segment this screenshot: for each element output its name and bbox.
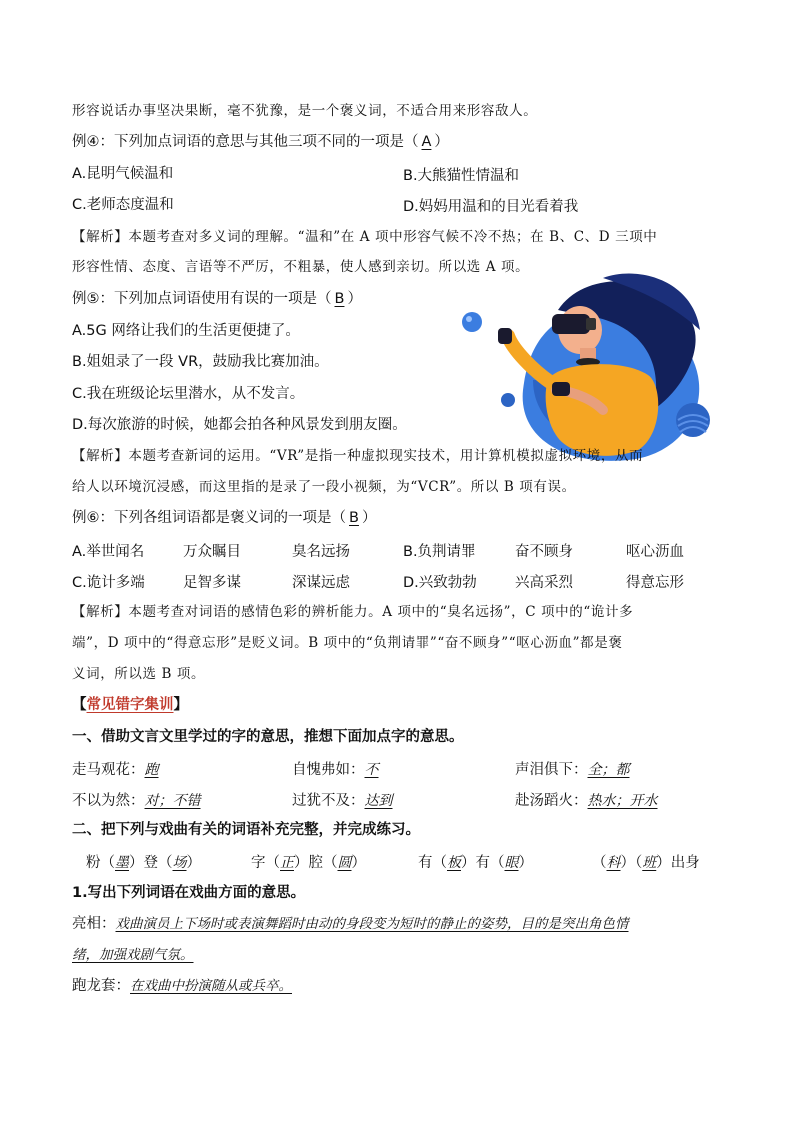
- question-text: 例④：下列加点词语的意思与其他三项不同的一项是（: [72, 134, 419, 150]
- word-option: 足智多谋: [183, 575, 241, 591]
- idiom-fill: [251, 851, 366, 872]
- option-d: D.每次旅游的时候，她都会拍各种风景发到朋友圈。: [72, 417, 407, 433]
- sub-question-text: 1.写出下列词语在戏曲方面的意思。: [72, 885, 306, 901]
- handwritten-answer: 达到: [364, 793, 393, 809]
- fill-item: [515, 758, 630, 779]
- word-option: C.诡计多端: [72, 575, 145, 591]
- question-close: ）: [347, 291, 362, 307]
- handwritten-answer: 圆: [337, 855, 352, 871]
- analysis-line: 【解析】本题考查对多义词的理解。“温和”在 A 项中形容气候不冷不热；在 B、C、D 三项中: [72, 229, 658, 245]
- idiom-fill: [86, 851, 201, 872]
- handwritten-answer: 墨: [115, 855, 129, 871]
- handwritten-answer: 对；不错: [144, 793, 201, 809]
- fill-item: [292, 758, 379, 779]
- handwritten-answer: 科: [606, 855, 621, 871]
- term-label: 跑龙套：: [72, 978, 130, 994]
- handwritten-answer: 全；都: [587, 762, 630, 778]
- option-c: C.老师态度温和: [72, 197, 174, 213]
- word-option: D.兴致勃勃: [403, 575, 477, 591]
- analysis-line: 端”，D 项中的“得意忘形”是贬义词。B 项中的“负荆请罪”“奋不顾身”“呕心沥血”都是褒: [72, 635, 623, 651]
- word: 走马观花：: [72, 762, 145, 778]
- handwritten-answer: 戏曲演员上下场时或表演舞蹈时由动的身段变为短时的静止的姿势，目的是突出角色情: [115, 916, 629, 932]
- word-option: A.举世闻名: [72, 544, 145, 560]
- example-6-question: [72, 508, 376, 528]
- option-a: A.昆明气候温和: [72, 166, 174, 182]
- sub-question-1: [72, 883, 305, 903]
- handwritten-answer: 正: [280, 855, 294, 871]
- question-close: ）: [361, 510, 377, 526]
- answer-line: [72, 976, 292, 996]
- section-heading: [72, 695, 188, 715]
- word-option: 奋不顾身: [515, 544, 573, 560]
- handwritten-answer: 板: [447, 855, 461, 871]
- idiom-part: 字（: [251, 855, 280, 871]
- section-title: 常见错字集训: [86, 697, 174, 713]
- word: 赴汤蹈火：: [515, 793, 588, 809]
- word-option: 深谋远虑: [292, 575, 350, 591]
- example-4-question: [72, 132, 449, 152]
- handwritten-answer: 班: [642, 855, 657, 871]
- question-text: 例⑤：下列加点词语使用有误的一项是（: [72, 291, 332, 307]
- handwritten-answer: 跑: [144, 762, 159, 778]
- fill-item: [72, 789, 201, 810]
- question-2-title: 二、把下列与戏曲有关的词语补充完整，并完成练习。: [72, 822, 420, 838]
- answer: A: [421, 134, 432, 150]
- analysis-line: 形容性情、态度、言语等不严厉，不粗暴，使人感到亲切。所以选 A 项。: [72, 259, 530, 275]
- answer-line: [72, 945, 234, 965]
- option-b: B.大熊猫性情温和: [403, 168, 520, 184]
- option-d: D.妈妈用温和的目光看着我: [403, 199, 579, 215]
- idiom-part: ）腔（: [294, 855, 338, 871]
- word: 不以为然：: [72, 793, 145, 809]
- word-option: 臭名远扬: [292, 544, 350, 560]
- word-option: B.负荆请罪: [403, 544, 476, 560]
- word-option: 得意忘形: [626, 575, 684, 591]
- question-text: 例⑥：下列各组词语都是褒义词的一项是（: [72, 510, 346, 526]
- idiom-part: ）有（: [461, 855, 505, 871]
- option-a: A.5G 网络让我们的生活更便捷了。: [72, 323, 300, 339]
- handwritten-answer: 在戏曲中扮演随从或兵卒。: [130, 978, 292, 994]
- question-1-title: 一、借助文言文里学过的字的意思，推想下面加点字的意思。: [72, 729, 464, 745]
- idiom-part: ）: [186, 855, 201, 871]
- term-label: 亮相：: [72, 916, 116, 932]
- idiom-part: 粉（: [86, 855, 115, 871]
- word-option: 万众瞩目: [183, 544, 241, 560]
- word-option: 兴高采烈: [515, 575, 573, 591]
- fill-item: [72, 758, 159, 779]
- handwritten-answer: 场: [172, 855, 187, 871]
- idiom-part: （: [592, 855, 607, 871]
- idiom-part: ）登（: [129, 855, 173, 871]
- example-5-question: [72, 289, 362, 309]
- vr-girl-illustration: [438, 270, 716, 470]
- text-line: 形容说话办事坚决果断，毫不犹豫，是一个褒义词，不适合用来形容敌人。: [72, 103, 538, 119]
- option-b: B.姐姐录了一段 VR，鼓励我比赛加油。: [72, 354, 329, 370]
- word: 过犹不及：: [292, 793, 365, 809]
- question-close: ）: [434, 134, 449, 150]
- word: 声泪俱下：: [515, 762, 588, 778]
- idiom-part: ）（: [620, 855, 643, 871]
- idiom-fill: [418, 851, 533, 872]
- handwritten-answer: 绪，加强戏剧气氛。: [72, 947, 194, 963]
- answer-line: [72, 914, 629, 934]
- handwritten-answer: 热水；开水: [587, 793, 658, 809]
- analysis-line: 给人以环境沉浸感，而这里指的是录了一段小视频，为“VCR”。所以 B 项有误。: [72, 479, 576, 495]
- answer: B: [349, 510, 359, 526]
- idiom-part: 有（: [418, 855, 447, 871]
- idiom-part: ）: [518, 855, 533, 871]
- fill-item: [515, 789, 658, 810]
- handwritten-answer: 眼: [504, 855, 519, 871]
- word: 自愧弗如：: [292, 762, 365, 778]
- bracket-open: 【: [72, 697, 87, 713]
- analysis-line: 【解析】本题考查对词语的感情色彩的辨析能力。A 项中的“臭名远扬”，C 项中的“诡计多: [72, 604, 634, 620]
- idiom-fill: [592, 851, 700, 872]
- analysis-line: 【解析】本题考查新词的运用。“VR”是指一种虚拟现实技术，用计算机模拟虚拟环境，从而: [72, 448, 644, 464]
- answer: B: [334, 291, 345, 307]
- idiom-part: ）出身: [656, 855, 700, 871]
- fill-item: [292, 789, 393, 810]
- option-c: C.我在班级论坛里潜水，从不发言。: [72, 386, 305, 402]
- analysis-line: 义词，所以选 B 项。: [72, 666, 206, 682]
- word-option: 呕心沥血: [626, 544, 684, 560]
- idiom-part: ）: [351, 855, 366, 871]
- handwritten-answer: 不: [364, 762, 379, 778]
- bracket-close: 】: [173, 697, 188, 713]
